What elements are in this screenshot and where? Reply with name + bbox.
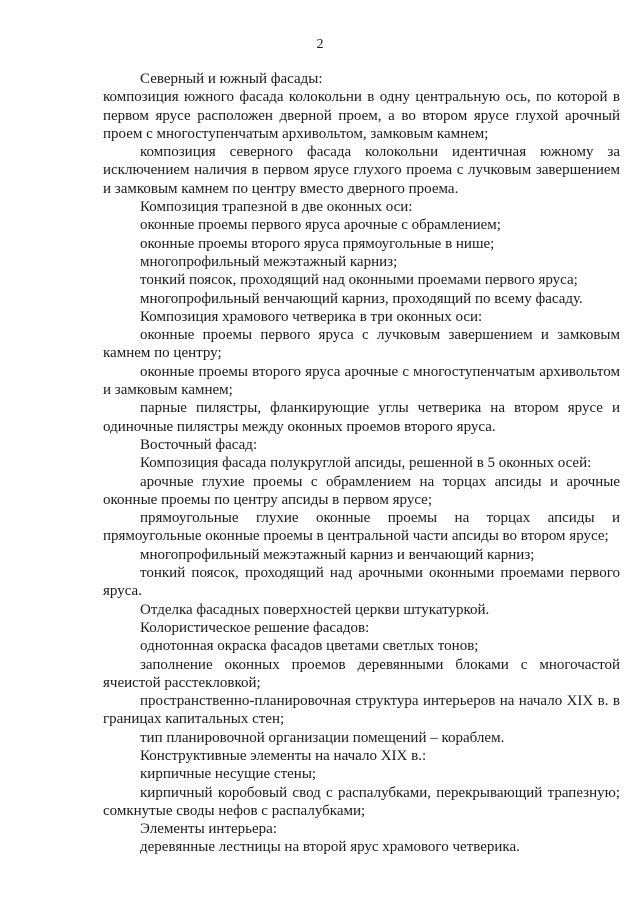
paragraph: Композиция фасада полукруглой апсиды, решенной в 5 оконных осей: xyxy=(140,455,592,472)
paragraph: прямоугольные глухие оконные проемы на торцах апсиды и прямоугольные оконные проемы в центральной части апсиды во втором ярусе; xyxy=(103,510,620,545)
paragraph: Композиция трапезной в две оконных оси: xyxy=(140,199,413,216)
paragraph: оконные проемы первого яруса с лучковым завершением и замковым камнем по центру; xyxy=(103,327,620,362)
paragraph: многопрофильный межэтажный карниз; xyxy=(140,253,398,270)
paragraph: композиция северного фасада колокольни идентичная южному за исключением наличия в первом ярусе глухого проема с лучковым завершением и замковым камнем по центру вместо дверного проема. xyxy=(103,144,620,197)
paragraph: оконные проемы второго яруса арочные с многоступенчатым архивольтом и замковым камнем; xyxy=(103,363,620,399)
paragraph: многопрофильный межэтажный карниз и венчающий карниз; xyxy=(140,546,535,563)
paragraph: однотонная окраска фасадов цветами светлых тонов; xyxy=(140,638,479,655)
paragraph: Композиция храмового четверика в три оконных оси: xyxy=(140,308,483,325)
paragraph: парные пилястры, фланкирующие углы четверика на втором ярусе и одиночные пилястры между оконных проемов второго яруса. xyxy=(103,400,620,435)
paragraph: арочные глухие проемы с обрамлением на торцах апсиды и арочные оконные проемы по центру апсиды в первом ярусе; xyxy=(103,473,620,508)
paragraph: кирпичный коробовый свод с распалубками, перекрывающий трапезную; сомкнутые своды нефов с распалубками; xyxy=(103,784,620,819)
paragraph: Отделка фасадных поверхностей церкви штукатуркой. xyxy=(140,601,490,618)
paragraph: деревянные лестницы на второй ярус храмового четверика. xyxy=(140,839,520,856)
paragraph: многопрофильный венчающий карниз, проходящий по всему фасаду. xyxy=(140,290,583,307)
page-number: 2 xyxy=(316,37,324,52)
paragraph: пространственно-планировочная структура интерьеров на начало XIX в. в границах капитальных стен; xyxy=(103,693,620,728)
paragraph: Колористическое решение фасадов: xyxy=(140,619,370,636)
paragraph: композиция южного фасада колокольни в одну центральную ось, по которой в первом ярусе расположен дверной проем, а во втором ярусе глухой арочный проем с многоступенчатым архивольтом, замковым камнем; xyxy=(103,89,620,142)
paragraph: кирпичные несущие стены; xyxy=(140,766,317,783)
paragraph: Восточный фасад: xyxy=(140,436,258,453)
paragraph: заполнение оконных проемов деревянными блоками с многочастой ячеистой расстекловкой; xyxy=(103,656,620,691)
paragraph: тонкий поясок, проходящий над арочными оконными проемами первого яруса. xyxy=(103,565,620,600)
document-body xyxy=(103,70,620,857)
paragraph: Северный и южный фасады: xyxy=(140,71,323,87)
paragraph: оконные проемы второго яруса прямоугольные в нише; xyxy=(140,235,495,252)
paragraph: Элементы интерьера: xyxy=(140,821,277,838)
paragraph: тип планировочной организации помещений – кораблем. xyxy=(140,729,505,746)
paragraph: Конструктивные элементы на начало XIX в.: xyxy=(140,747,427,764)
paragraph: тонкий поясок, проходящий над оконными проемами первого яруса; xyxy=(140,272,578,289)
paragraph: оконные проемы первого яруса арочные с обрамлением; xyxy=(140,217,501,234)
